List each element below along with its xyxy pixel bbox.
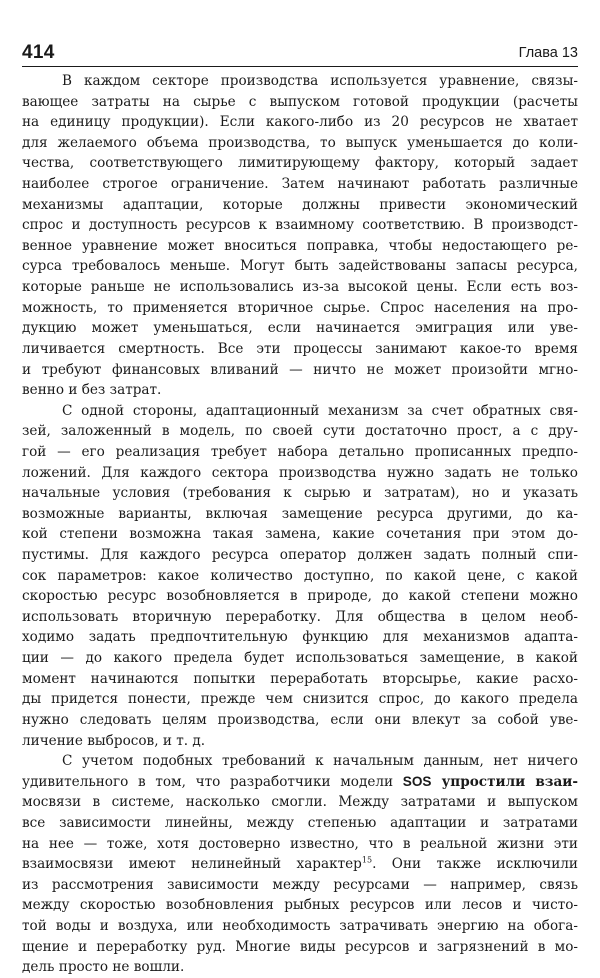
text-line: наиболее строгое ограничение. Затем начинают работать различные: [22, 176, 578, 193]
emphasis-text: упростили взаи-: [431, 773, 578, 790]
text-span: взаимосвязи имеют нелинейный характер: [22, 856, 362, 873]
text-line: гой — его реализация требует набора детально прописанных предпо-: [22, 443, 578, 460]
text-line: ложений. Для каждого сектора производства нужно задать не только: [22, 464, 578, 481]
text-line: ды придется понести, прежде чем снизится спрос, до какого предела: [22, 691, 578, 708]
text-line: [22, 854, 578, 875]
text-line: начальные условия (требования к сырью и затратам), но и указать: [22, 485, 578, 502]
text-line: С учетом подобных требований к начальным данным, нет ничего: [62, 753, 578, 770]
text-span: удивительного в том, что разработчики модели: [22, 773, 403, 790]
text-line: для желаемого объема производства, то выпуск уменьшается до коли-: [22, 134, 578, 151]
text-line: скоростью ресурс возобновляется в природе, до какой степени можно: [22, 588, 578, 605]
text-line: между скоростью возобновления рыбных ресурсов или лесов и чисто-: [22, 897, 578, 914]
text-span: . Они также исключили: [372, 856, 578, 873]
chapter-title: Глава 13: [518, 45, 578, 61]
text-line: В каждом секторе производства используется уравнение, связы-: [62, 73, 578, 89]
text-line: зей, заложенный в модель, по своей сути достаточно прост, а с дру-: [22, 423, 578, 440]
body-text: [22, 71, 578, 978]
text-line: вающее затраты на сырье с выпуском готовой продукции (расчеты: [22, 93, 578, 110]
text-line: той воды и воздуха, или необходимость затрачивать энергию на обога-: [22, 917, 578, 934]
text-line: С одной стороны, адаптационный механизм за счет обратных свя-: [62, 402, 578, 419]
paragraph-2: [22, 401, 578, 751]
text-line: которые раньше не использовались из-за высокой цены. Если есть воз-: [22, 279, 578, 296]
text-line: на нее — тоже, хотя достоверно известно, что в реальной жизни эти: [22, 835, 578, 852]
text-line: венное уравнение может вноситься поправка, чтобы недостающего ре-: [22, 237, 578, 254]
text-line: пустимы. Для каждого ресурса оператор должен задать полный спи-: [22, 547, 578, 564]
text-line: личивается смертность. Все эти процессы занимают какое-то время: [22, 340, 578, 357]
text-line: из рассмотрения зависимости между ресурсами — например, связь: [22, 876, 578, 893]
text-line: сурса требовалось меньше. Могут быть задействованы запасы ресурса,: [22, 258, 578, 275]
text-line: момент начинаются попытки переработать вторсырье, какие расхо-: [22, 670, 578, 687]
text-line: венно и без затрат.: [22, 382, 162, 399]
text-line: [22, 772, 578, 793]
model-name-sos: SOS: [402, 773, 432, 789]
page-number: 414: [22, 42, 55, 63]
text-line: сок параметров: какое количество доступно, по какой цене, с какой: [22, 567, 578, 584]
text-line: механизмы адаптации, которые должны привести экономический: [22, 196, 578, 213]
text-line: личение выбросов, и т. д.: [22, 732, 206, 749]
text-line: чества, соответствующего лимитирующему фактору, который задает: [22, 155, 578, 172]
paragraph-1: [22, 71, 578, 401]
text-line: мосвязи в системе, насколько смогли. Между затратами и выпуском: [22, 794, 578, 811]
text-line: дель просто не вошли.: [22, 959, 185, 976]
page-header: [22, 40, 578, 67]
footnote-reference[interactable]: 15: [361, 855, 373, 865]
text-line: и требуют финансовых вливаний — ничто не может произойти мгно-: [22, 361, 578, 378]
text-line: кой степени возможна такая замена, какие сочетания при этом до-: [22, 526, 578, 543]
paragraph-3: [22, 751, 578, 978]
text-line: нужно следовать целям производства, если они влекут за собой уве-: [22, 711, 578, 728]
text-line: все зависимости линейны, между степенью адаптации и затратами: [22, 814, 578, 831]
text-line: щение и переработку руд. Многие виды ресурсов и загрязнений в мо-: [22, 938, 578, 955]
text-line: ходимо задать предпочтительную функцию для механизмов адапта-: [22, 629, 578, 646]
text-line: на единицу продукции). Если какого-либо из 20 ресурсов не хватает: [22, 114, 578, 131]
text-line: спрос и доступность ресурсов к взаимному соответствию. В производст-: [22, 217, 578, 234]
text-line: возможные варианты, включая замещение ресурса другими, до ка-: [22, 505, 578, 522]
text-line: можность, то применяется вторичное сырье. Спрос населения на про-: [22, 299, 578, 316]
text-line: использовать вторичную переработку. Для общества в целом необ-: [22, 608, 578, 625]
text-line: дукцию может уменьшаться, если начинается эмиграция или уве-: [22, 320, 578, 337]
text-line: ции — до какого предела будет использоваться замещение, в какой: [22, 650, 578, 667]
